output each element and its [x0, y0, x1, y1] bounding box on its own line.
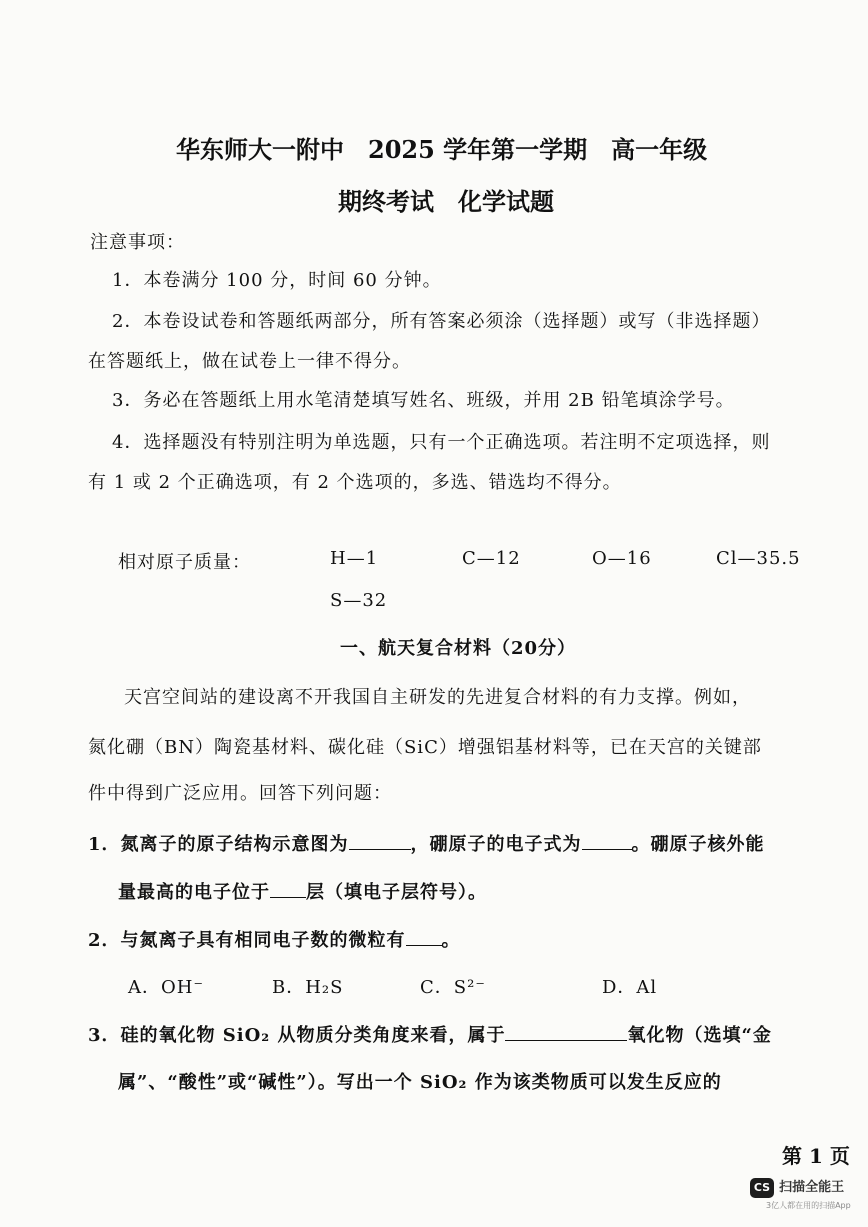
question-2-option-d[interactable]: D．Al — [602, 977, 658, 998]
notice-item-1: 1．本卷满分 100 分，时间 60 分钟。 — [112, 270, 442, 291]
question-3-stem-b: 氧化物（选填“金 — [627, 1025, 772, 1046]
section-paragraph-line3: 件中得到广泛应用。回答下列问题： — [88, 783, 392, 804]
question-2-option-b[interactable]: B．H₂S — [272, 977, 344, 998]
question-2-option-a[interactable]: A．OH⁻ — [128, 977, 204, 998]
notice-item-2a: 2．本卷设试卷和答题纸两部分，所有答案必须涂（选择题）或写（非选择题） — [112, 311, 771, 332]
question-1-stem-a: 1．氮离子的原子结构示意图为 — [88, 834, 349, 855]
notice-item-4a: 4．选择题没有特别注明为单选题，只有一个正确选项。若注明不定项选择，则 — [112, 432, 771, 453]
notice-heading: 注意事项： — [90, 232, 185, 253]
question-1-stem-d: 量最高的电子位于 — [118, 882, 270, 903]
question-1-stem-c: 。硼原子核外能 — [631, 834, 765, 855]
answer-blank-1a[interactable] — [349, 831, 411, 850]
answer-blank-1c[interactable] — [270, 879, 306, 898]
page-number: 第 1 页 — [782, 1144, 850, 1168]
answer-blank-1b[interactable] — [582, 831, 632, 850]
notice-item-4b: 有 1 或 2 个正确选项，有 2 个选项的，多选、错选均不得分。 — [88, 472, 622, 493]
scanner-logo-icon: CS — [750, 1178, 774, 1198]
atomic-mass-h: H—1 — [330, 548, 379, 569]
section-paragraph-line1: 天宫空间站的建设离不开我国自主研发的先进复合材料的有力支撑。例如， — [124, 687, 751, 708]
question-2-stem-end: 。 — [441, 930, 461, 951]
exam-title-line2: 期终考试 化学试题 — [338, 187, 554, 216]
question-3-line2: 属”、“酸性”或“碱性”）。写出一个 SiO₂ 作为该类物质可以发生反应的 — [118, 1072, 722, 1093]
question-3-stem-a: 3．硅的氧化物 SiO₂ 从物质分类角度来看，属于 — [88, 1025, 506, 1046]
answer-blank-2[interactable] — [406, 927, 442, 946]
atomic-mass-label: 相对原子质量： — [118, 552, 251, 573]
section-paragraph-line2: 氮化硼（BN）陶瓷基材料、碳化硅（SiC）增强铝基材料等，已在天宫的关键部 — [88, 737, 762, 758]
question-3-line1 — [88, 1021, 772, 1047]
atomic-mass-o: O—16 — [592, 548, 652, 569]
scanner-watermark — [750, 1176, 844, 1198]
question-1-line2 — [118, 878, 487, 904]
question-2-stem — [88, 926, 461, 952]
question-1-stem-b: ，硼原子的电子式为 — [410, 834, 582, 855]
notice-item-2b: 在答题纸上，做在试卷上一律不得分。 — [88, 351, 411, 372]
question-2-stem-text: 2．与氮离子具有相同电子数的微粒有 — [88, 930, 406, 951]
question-1-stem-e: 层（填电子层符号）。 — [306, 882, 487, 903]
atomic-mass-c: C—12 — [462, 548, 521, 569]
exam-title-line1: 华东师大一附中 2025 学年第一学期 高一年级 — [176, 135, 708, 164]
answer-blank-3[interactable] — [505, 1022, 627, 1041]
notice-item-3: 3．务必在答题纸上用水笔清楚填写姓名、班级，并用 2B 铅笔填涂学号。 — [112, 390, 735, 411]
question-1-line1 — [88, 830, 765, 856]
scanner-app-name: 扫描全能王 — [779, 1180, 845, 1195]
question-2-option-c[interactable]: C．S²⁻ — [420, 977, 486, 998]
atomic-mass-s: S—32 — [330, 590, 388, 611]
section-title: 一、航天复合材料（20分） — [340, 638, 577, 659]
scanner-tagline: 3亿人都在用的扫描App — [766, 1201, 851, 1210]
atomic-mass-cl: Cl—35.5 — [716, 548, 801, 569]
